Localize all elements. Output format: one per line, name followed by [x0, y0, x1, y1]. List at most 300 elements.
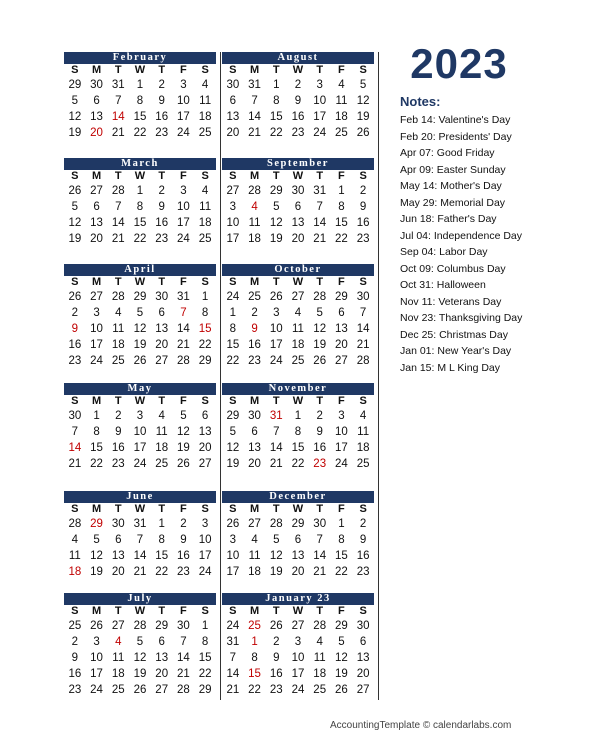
day-cell: 24	[269, 355, 283, 367]
day-cell: 16	[155, 217, 169, 229]
month-may	[64, 383, 216, 472]
day-cell: 6	[158, 636, 165, 648]
day-cell: 11	[199, 201, 212, 213]
day-cell: 16	[111, 442, 125, 454]
note-item: Apr 09: Easter Sunday	[400, 163, 506, 176]
notes-list	[400, 112, 522, 376]
weekday-label: S	[359, 503, 367, 515]
day-cell: 3	[338, 410, 345, 422]
day-cell: 25	[198, 233, 212, 245]
day-cell: 10	[269, 323, 283, 335]
weekday-label: W	[292, 395, 304, 407]
day-cell: 23	[111, 458, 125, 470]
day-cell: 28	[111, 185, 125, 197]
day-cell: 12	[133, 652, 147, 664]
month-days-grid	[64, 395, 216, 472]
month-header: May	[64, 383, 216, 395]
month-header: February	[64, 52, 216, 64]
weekday-label: M	[91, 276, 102, 288]
day-cell: 8	[273, 95, 280, 107]
weekday-label: W	[134, 503, 146, 515]
weekday-label: T	[272, 605, 280, 617]
day-cell: 17	[177, 111, 190, 123]
day-cell: 30	[291, 185, 305, 197]
weekday-label: W	[134, 395, 146, 407]
day-cell: 20	[335, 339, 348, 351]
holiday-day-cell: 1	[251, 636, 258, 648]
weekday-label: S	[201, 170, 209, 182]
weekday-label: T	[158, 170, 166, 182]
day-cell: 16	[155, 111, 169, 123]
weekday-label: T	[316, 276, 324, 288]
day-cell: 27	[155, 355, 169, 367]
note-item: Feb 20: Presidents' Day	[400, 130, 512, 143]
day-cell: 21	[68, 458, 82, 470]
holiday-day-cell: 15	[198, 323, 212, 335]
day-cell: 5	[338, 636, 345, 648]
day-cell: 26	[335, 684, 348, 696]
weekday-label: M	[91, 605, 102, 617]
day-cell: 23	[248, 355, 261, 367]
footer-credit: AccountingTemplate © calendarlabs.com	[330, 720, 512, 731]
day-cell: 17	[90, 339, 103, 351]
day-cell: 20	[291, 566, 305, 578]
day-cell: 3	[201, 518, 209, 530]
day-cell: 28	[269, 518, 283, 530]
day-cell: 30	[313, 518, 327, 530]
day-cell: 6	[229, 95, 237, 107]
day-cell: 27	[111, 620, 125, 632]
weekday-label: T	[114, 503, 122, 515]
day-cell: 31	[313, 185, 327, 197]
day-cell: 17	[177, 217, 190, 229]
note-item: Feb 14: Valentine's Day	[400, 114, 511, 126]
month-days-grid	[222, 64, 374, 141]
day-cell: 9	[359, 534, 367, 546]
day-cell: 14	[133, 550, 147, 562]
day-cell: 27	[356, 684, 370, 696]
day-cell: 5	[359, 79, 367, 91]
day-cell: 3	[316, 79, 323, 91]
note-item: Nov 23: Thanksgiving Day	[400, 312, 523, 324]
day-cell: 11	[112, 652, 125, 664]
day-cell: 11	[155, 426, 168, 438]
day-cell: 14	[248, 111, 261, 123]
day-cell: 23	[356, 233, 370, 245]
day-cell: 10	[226, 550, 240, 562]
day-cell: 11	[313, 652, 326, 664]
day-cell: 28	[313, 620, 327, 632]
month-days-grid	[64, 605, 216, 698]
weekday-label: S	[71, 64, 79, 76]
day-cell: 25	[198, 127, 212, 139]
day-cell: 6	[158, 307, 165, 319]
day-cell: 14	[111, 217, 125, 229]
day-cell: 29	[269, 185, 283, 197]
day-cell: 14	[177, 652, 190, 664]
weekday-label: S	[229, 395, 237, 407]
day-cell: 16	[68, 668, 82, 680]
day-cell: 19	[177, 442, 190, 454]
day-cell: 24	[335, 458, 348, 470]
weekday-label: F	[180, 64, 187, 76]
day-cell: 17	[335, 442, 348, 454]
day-cell: 23	[356, 566, 370, 578]
notes-title: Notes:	[400, 94, 441, 109]
weekday-label: F	[338, 64, 345, 76]
day-cell: 25	[291, 355, 305, 367]
day-cell: 2	[273, 636, 280, 648]
holiday-day-cell: 15	[248, 668, 261, 680]
month-september	[222, 158, 374, 247]
day-cell: 25	[111, 355, 125, 367]
day-cell: 18	[248, 233, 261, 245]
day-cell: 5	[71, 95, 79, 107]
day-cell: 12	[269, 550, 283, 562]
day-cell: 14	[313, 217, 327, 229]
day-cell: 21	[226, 684, 240, 696]
weekday-label: M	[91, 503, 102, 515]
weekday-label: W	[292, 170, 304, 182]
day-cell: 19	[90, 566, 103, 578]
day-cell: 18	[335, 111, 348, 123]
day-cell: 12	[68, 111, 82, 123]
day-cell: 24	[226, 291, 240, 303]
day-cell: 22	[335, 566, 348, 578]
weekday-label: T	[272, 170, 280, 182]
weekday-label: M	[249, 64, 260, 76]
day-cell: 29	[335, 291, 348, 303]
day-cell: 2	[180, 518, 187, 530]
month-header: April	[64, 264, 216, 276]
day-cell: 18	[111, 668, 125, 680]
weekday-label: W	[134, 170, 146, 182]
day-cell: 28	[68, 518, 82, 530]
weekday-label: T	[316, 64, 324, 76]
day-cell: 30	[177, 620, 190, 632]
weekday-label: W	[292, 503, 304, 515]
day-cell: 12	[335, 652, 348, 664]
day-cell: 26	[68, 185, 82, 197]
weekday-label: T	[114, 170, 122, 182]
weekday-label: W	[134, 276, 146, 288]
day-cell: 27	[155, 684, 169, 696]
day-cell: 14	[177, 323, 190, 335]
day-cell: 13	[356, 652, 370, 664]
day-cell: 27	[335, 355, 348, 367]
day-cell: 22	[291, 458, 305, 470]
month-june	[64, 491, 216, 580]
weekday-label: S	[201, 395, 209, 407]
day-cell: 8	[136, 95, 144, 107]
day-cell: 23	[177, 566, 190, 578]
day-cell: 27	[248, 518, 261, 530]
day-cell: 27	[226, 185, 240, 197]
day-cell: 10	[226, 217, 240, 229]
day-cell: 15	[155, 550, 169, 562]
day-cell: 5	[136, 636, 144, 648]
day-cell: 20	[248, 458, 261, 470]
day-cell: 25	[248, 291, 261, 303]
day-cell: 25	[356, 458, 370, 470]
day-cell: 16	[269, 668, 283, 680]
weekday-label: T	[114, 395, 122, 407]
day-cell: 20	[155, 668, 169, 680]
day-cell: 19	[313, 339, 327, 351]
weekday-label: W	[292, 276, 304, 288]
weekday-label: M	[249, 395, 260, 407]
day-cell: 22	[335, 233, 348, 245]
day-cell: 1	[136, 185, 144, 197]
day-cell: 26	[133, 684, 147, 696]
day-cell: 23	[291, 127, 305, 139]
month-header: October	[222, 264, 374, 276]
weekday-label: M	[91, 170, 102, 182]
day-cell: 31	[226, 636, 240, 648]
day-cell: 4	[158, 410, 165, 422]
day-cell: 11	[357, 426, 370, 438]
day-cell: 21	[177, 668, 190, 680]
day-cell: 2	[359, 518, 367, 530]
day-cell: 12	[90, 550, 103, 562]
day-cell: 13	[111, 550, 125, 562]
day-cell: 5	[180, 410, 187, 422]
weekday-label: S	[229, 64, 237, 76]
day-cell: 31	[248, 79, 261, 91]
holiday-day-cell: 14	[111, 111, 125, 123]
holiday-day-cell: 20	[90, 127, 103, 139]
day-cell: 18	[356, 442, 370, 454]
day-cell: 27	[291, 291, 305, 303]
day-cell: 9	[158, 201, 165, 213]
day-cell: 22	[269, 127, 283, 139]
weekday-label: F	[338, 395, 345, 407]
note-item: Jan 15: M L King Day	[400, 361, 500, 374]
weekday-label: S	[71, 276, 79, 288]
day-cell: 11	[335, 95, 348, 107]
weekday-label: W	[292, 64, 304, 76]
note-item: Apr 07: Good Friday	[400, 147, 495, 159]
holiday-day-cell: 31	[269, 410, 283, 422]
day-cell: 13	[155, 323, 169, 335]
month-july	[64, 593, 216, 698]
holiday-day-cell: 7	[180, 307, 187, 319]
day-cell: 6	[359, 636, 367, 648]
day-cell: 11	[248, 217, 261, 229]
month-header: July	[64, 593, 216, 605]
day-cell: 26	[133, 355, 147, 367]
day-cell: 14	[356, 323, 370, 335]
column-divider	[220, 52, 221, 700]
note-item: Oct 09: Columbus Day	[400, 262, 506, 275]
day-cell: 30	[248, 410, 261, 422]
day-cell: 11	[112, 323, 125, 335]
day-cell: 30	[356, 291, 370, 303]
day-cell: 19	[269, 566, 283, 578]
month-header: August	[222, 52, 374, 64]
day-cell: 22	[198, 339, 212, 351]
day-cell: 20	[226, 127, 240, 139]
day-cell: 28	[248, 185, 261, 197]
day-cell: 8	[251, 652, 258, 664]
day-cell: 24	[90, 355, 103, 367]
day-cell: 8	[201, 307, 209, 319]
day-cell: 9	[115, 426, 122, 438]
holiday-day-cell: 18	[68, 566, 82, 578]
day-cell: 2	[71, 307, 79, 319]
day-cell: 10	[291, 652, 305, 664]
day-cell: 7	[316, 534, 323, 546]
day-cell: 29	[198, 355, 212, 367]
day-cell: 25	[335, 127, 348, 139]
day-cell: 21	[248, 127, 261, 139]
month-header: March	[64, 158, 216, 170]
day-cell: 9	[180, 534, 187, 546]
day-cell: 7	[180, 636, 187, 648]
day-cell: 3	[273, 307, 280, 319]
day-cell: 15	[133, 111, 147, 123]
day-cell: 21	[111, 127, 125, 139]
day-cell: 15	[90, 442, 103, 454]
weekday-label: S	[229, 170, 237, 182]
day-cell: 26	[68, 291, 82, 303]
day-cell: 15	[198, 652, 212, 664]
day-cell: 9	[316, 426, 323, 438]
weekday-label: F	[180, 395, 187, 407]
day-cell: 16	[177, 550, 190, 562]
day-cell: 8	[158, 534, 165, 546]
weekday-label: T	[158, 276, 166, 288]
day-cell: 19	[68, 233, 82, 245]
month-header: November	[222, 383, 374, 395]
day-cell: 26	[313, 355, 327, 367]
day-cell: 22	[133, 233, 147, 245]
month-days-grid	[64, 64, 216, 141]
note-item: Nov 11: Veterans Day	[400, 295, 502, 308]
day-cell: 29	[198, 684, 212, 696]
weekday-label: M	[91, 395, 102, 407]
day-cell: 20	[90, 233, 103, 245]
day-cell: 22	[248, 684, 261, 696]
weekday-label: T	[158, 503, 166, 515]
day-cell: 1	[201, 291, 209, 303]
day-cell: 15	[335, 217, 348, 229]
weekday-label: S	[359, 170, 367, 182]
day-cell: 2	[359, 185, 367, 197]
day-cell: 7	[316, 201, 323, 213]
day-cell: 31	[177, 291, 190, 303]
day-cell: 22	[198, 668, 212, 680]
day-cell: 21	[356, 339, 370, 351]
weekday-label: T	[316, 605, 324, 617]
day-cell: 19	[356, 111, 370, 123]
day-cell: 7	[229, 652, 237, 664]
day-cell: 15	[226, 339, 240, 351]
month-october	[222, 264, 374, 369]
day-cell: 17	[269, 339, 283, 351]
weekday-label: M	[249, 503, 260, 515]
day-cell: 24	[90, 684, 103, 696]
weekday-label: F	[338, 170, 345, 182]
day-cell: 3	[229, 534, 237, 546]
weekday-label: T	[272, 503, 280, 515]
day-cell: 13	[198, 426, 212, 438]
weekday-label: S	[359, 64, 367, 76]
day-cell: 8	[136, 201, 144, 213]
day-cell: 28	[356, 355, 370, 367]
weekday-label: F	[180, 605, 187, 617]
weekday-label: T	[114, 64, 122, 76]
day-cell: 5	[273, 201, 280, 213]
day-cell: 21	[313, 566, 327, 578]
day-cell: 20	[198, 442, 212, 454]
holiday-day-cell: 23	[313, 458, 327, 470]
day-cell: 24	[313, 127, 327, 139]
day-cell: 13	[291, 550, 305, 562]
month-august	[222, 52, 374, 141]
day-cell: 18	[198, 111, 212, 123]
weekday-label: W	[134, 605, 146, 617]
day-cell: 8	[229, 323, 237, 335]
day-cell: 1	[294, 410, 302, 422]
month-february	[64, 52, 216, 141]
day-cell: 10	[177, 95, 190, 107]
day-cell: 23	[269, 684, 283, 696]
day-cell: 6	[93, 201, 100, 213]
day-cell: 24	[177, 127, 190, 139]
day-cell: 27	[90, 291, 103, 303]
day-cell: 4	[71, 534, 79, 546]
month-header: June	[64, 491, 216, 503]
day-cell: 26	[177, 458, 190, 470]
day-cell: 16	[291, 111, 305, 123]
weekday-label: T	[114, 276, 122, 288]
weekday-label: S	[229, 503, 237, 515]
weekday-label: M	[91, 64, 102, 76]
day-cell: 16	[68, 339, 82, 351]
day-cell: 31	[133, 518, 147, 530]
day-cell: 9	[273, 652, 280, 664]
day-cell: 10	[198, 534, 212, 546]
day-cell: 30	[356, 620, 370, 632]
day-cell: 19	[133, 668, 147, 680]
month-days-grid	[222, 395, 374, 472]
day-cell: 1	[229, 307, 237, 319]
day-cell: 28	[177, 684, 190, 696]
day-cell: 31	[111, 79, 125, 91]
day-cell: 24	[291, 684, 305, 696]
day-cell: 14	[313, 550, 327, 562]
day-cell: 4	[251, 534, 258, 546]
day-cell: 10	[133, 426, 147, 438]
day-cell: 4	[338, 79, 345, 91]
month-days-grid	[64, 503, 216, 580]
weekday-label: M	[249, 276, 260, 288]
day-cell: 28	[313, 291, 327, 303]
day-cell: 7	[136, 534, 144, 546]
holiday-day-cell: 14	[68, 442, 82, 454]
day-cell: 8	[294, 426, 302, 438]
weekday-label: M	[249, 605, 260, 617]
day-cell: 28	[177, 355, 190, 367]
note-item: May 14: Mother's Day	[400, 180, 502, 192]
day-cell: 11	[68, 550, 81, 562]
weekday-label: F	[338, 605, 345, 617]
day-cell: 22	[90, 458, 103, 470]
day-cell: 30	[226, 79, 240, 91]
day-cell: 26	[269, 620, 283, 632]
month-days-grid	[222, 170, 374, 247]
